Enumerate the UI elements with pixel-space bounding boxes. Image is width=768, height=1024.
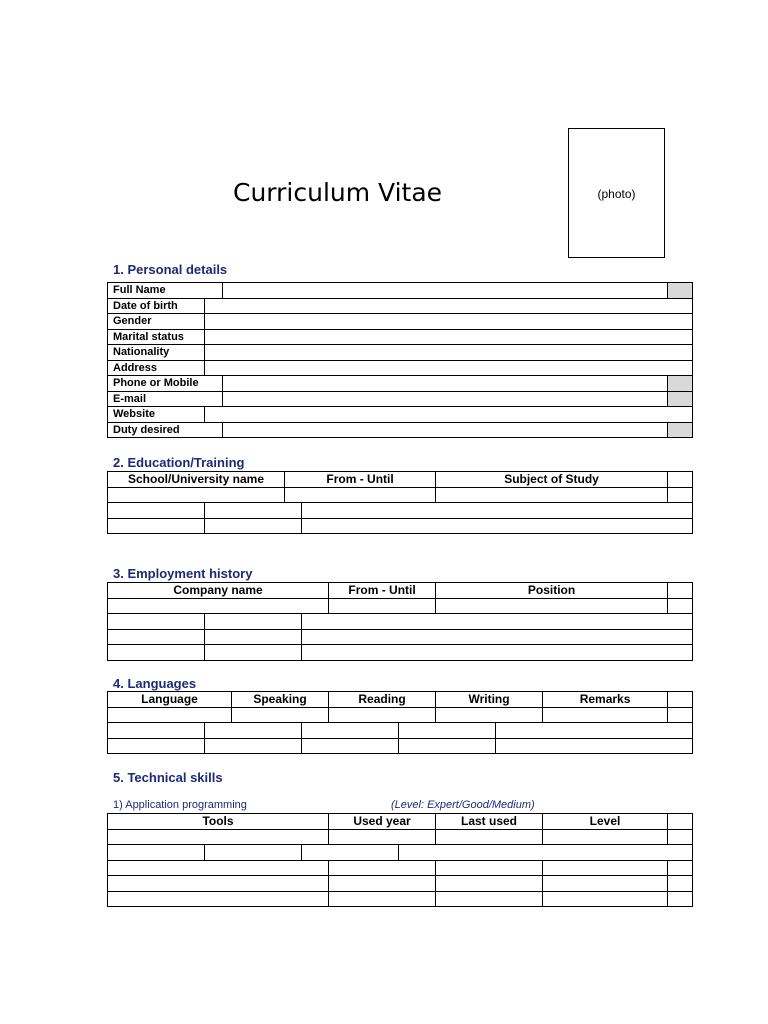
table-row (108, 891, 693, 907)
column-header: From - Until (329, 583, 436, 599)
table-cell (668, 472, 693, 488)
table-cell[interactable] (205, 614, 302, 630)
personal-details-table (107, 282, 693, 438)
table-cell[interactable] (399, 738, 496, 754)
field-label: Address (108, 360, 205, 376)
column-header: Tools (108, 814, 329, 830)
table-cell[interactable] (108, 860, 329, 876)
field-input-phone[interactable] (223, 376, 668, 392)
column-header: Position (436, 583, 668, 599)
table-cell[interactable] (436, 860, 543, 876)
section-heading-employment: 3. Employment history (113, 566, 253, 581)
table-row (108, 360, 693, 376)
table-cell[interactable] (108, 487, 285, 503)
section-heading-languages: 4. Languages (113, 676, 197, 691)
table-cell (668, 814, 693, 830)
table-row (108, 298, 693, 314)
table-row (108, 845, 693, 861)
table-cell[interactable] (108, 891, 329, 907)
section-heading-technical: 5. Technical skills (113, 770, 223, 785)
section-heading-education: 2. Education/Training (113, 455, 245, 470)
table-row (108, 407, 693, 423)
table-row (108, 422, 693, 438)
shaded-cell (668, 376, 693, 392)
field-label: Nationality (108, 345, 205, 361)
table-cell[interactable] (285, 487, 436, 503)
languages-table (107, 691, 693, 754)
table-cell[interactable] (329, 891, 436, 907)
table-cell[interactable] (302, 723, 399, 739)
table-header-row (108, 692, 693, 708)
column-header: Writing (436, 692, 543, 708)
table-cell[interactable] (496, 723, 693, 739)
table-cell[interactable] (399, 723, 496, 739)
field-input-gender[interactable] (205, 314, 693, 330)
photo-label: (photo) (597, 187, 636, 201)
table-cell[interactable] (205, 723, 302, 739)
table-row (108, 860, 693, 876)
table-cell[interactable] (436, 876, 543, 892)
field-input-email[interactable] (223, 391, 668, 407)
table-cell[interactable] (205, 645, 302, 661)
field-label: Full Name (108, 283, 223, 299)
table-cell[interactable] (329, 707, 436, 723)
table-cell[interactable] (108, 503, 205, 519)
table-header-row (108, 814, 693, 830)
table-cell[interactable] (302, 629, 693, 645)
table-cell[interactable] (108, 845, 205, 861)
table-row (108, 487, 693, 503)
table-cell[interactable] (108, 738, 205, 754)
employment-table (107, 582, 693, 661)
table-cell[interactable] (668, 860, 693, 876)
table-cell[interactable] (668, 598, 693, 614)
table-cell[interactable] (436, 707, 543, 723)
column-header: Used year (329, 814, 436, 830)
table-row (108, 723, 693, 739)
table-cell[interactable] (108, 723, 205, 739)
table-cell[interactable] (302, 845, 399, 861)
field-input-website[interactable] (205, 407, 693, 423)
section-heading-personal: 1. Personal details (113, 262, 228, 277)
field-label: Website (108, 407, 205, 423)
field-label: Marital status (108, 329, 205, 345)
table-row (108, 829, 693, 845)
table-cell[interactable] (205, 518, 302, 534)
table-row (108, 614, 693, 630)
page-title: Curriculum Vitae (233, 178, 443, 207)
table-cell[interactable] (543, 876, 668, 892)
table-row (108, 707, 693, 723)
table-row (108, 345, 693, 361)
field-input-full-name[interactable] (223, 283, 668, 299)
field-label: Gender (108, 314, 205, 330)
column-header: Language (108, 692, 232, 708)
table-cell[interactable] (205, 629, 302, 645)
table-cell (668, 583, 693, 599)
table-cell[interactable] (205, 845, 302, 861)
table-cell[interactable] (436, 891, 543, 907)
table-cell[interactable] (329, 598, 436, 614)
column-header: School/University name (108, 472, 285, 488)
shaded-cell (668, 422, 693, 438)
table-cell[interactable] (436, 487, 668, 503)
table-cell[interactable] (543, 891, 668, 907)
table-cell[interactable] (108, 518, 205, 534)
subsection-heading: 1) Application programming (113, 799, 247, 811)
column-header: Remarks (543, 692, 668, 708)
table-cell[interactable] (329, 860, 436, 876)
table-row (108, 598, 693, 614)
table-cell[interactable] (329, 829, 436, 845)
field-input-date-of-birth[interactable] (205, 298, 693, 314)
table-row (108, 391, 693, 407)
table-cell[interactable] (668, 891, 693, 907)
table-cell[interactable] (543, 829, 668, 845)
table-row (108, 283, 693, 299)
field-label: Phone or Mobile (108, 376, 223, 392)
table-cell[interactable] (329, 876, 436, 892)
table-cell[interactable] (436, 598, 668, 614)
education-table (107, 471, 693, 534)
table-row (108, 876, 693, 892)
table-cell[interactable] (108, 707, 232, 723)
table-cell[interactable] (543, 707, 668, 723)
field-input-nationality[interactable] (205, 345, 693, 361)
column-header: Reading (329, 692, 436, 708)
field-label: Date of birth (108, 298, 205, 314)
table-cell[interactable] (302, 503, 693, 519)
column-header: From - Until (285, 472, 436, 488)
field-input-duty-desired[interactable] (223, 422, 668, 438)
field-input-address[interactable] (205, 360, 693, 376)
table-row (108, 376, 693, 392)
field-label: Duty desired (108, 422, 223, 438)
field-label: E-mail (108, 391, 223, 407)
table-cell[interactable] (302, 518, 693, 534)
table-row (108, 329, 693, 345)
table-cell[interactable] (108, 614, 205, 630)
level-note: (Level: Expert/Good/Medium) (391, 799, 535, 811)
table-cell[interactable] (302, 738, 399, 754)
table-cell[interactable] (108, 645, 205, 661)
table-cell[interactable] (302, 645, 693, 661)
shaded-cell (668, 283, 693, 299)
table-header-row (108, 583, 693, 599)
table-cell[interactable] (108, 829, 329, 845)
column-header: Speaking (232, 692, 329, 708)
column-header: Last used (436, 814, 543, 830)
table-cell[interactable] (436, 829, 543, 845)
shaded-cell (668, 391, 693, 407)
column-header: Level (543, 814, 668, 830)
table-cell[interactable] (302, 614, 693, 630)
table-cell (668, 692, 693, 708)
table-cell[interactable] (668, 829, 693, 845)
table-cell[interactable] (668, 876, 693, 892)
table-cell[interactable] (668, 487, 693, 503)
table-cell[interactable] (668, 707, 693, 723)
column-header: Subject of Study (436, 472, 668, 488)
table-header-row (108, 472, 693, 488)
table-cell[interactable] (108, 876, 329, 892)
table-cell[interactable] (232, 707, 329, 723)
table-cell[interactable] (205, 738, 302, 754)
table-row (108, 314, 693, 330)
table-cell[interactable] (496, 738, 693, 754)
table-cell[interactable] (108, 629, 205, 645)
table-cell[interactable] (108, 598, 329, 614)
table-cell[interactable] (399, 845, 693, 861)
table-row (108, 518, 693, 534)
table-row (108, 645, 693, 661)
table-cell[interactable] (543, 860, 668, 876)
table-row (108, 738, 693, 754)
technical-skills-table (107, 813, 693, 907)
table-row (108, 629, 693, 645)
table-cell[interactable] (205, 503, 302, 519)
table-row (108, 503, 693, 519)
column-header: Company name (108, 583, 329, 599)
field-input-marital-status[interactable] (205, 329, 693, 345)
photo-placeholder[interactable] (568, 128, 665, 258)
